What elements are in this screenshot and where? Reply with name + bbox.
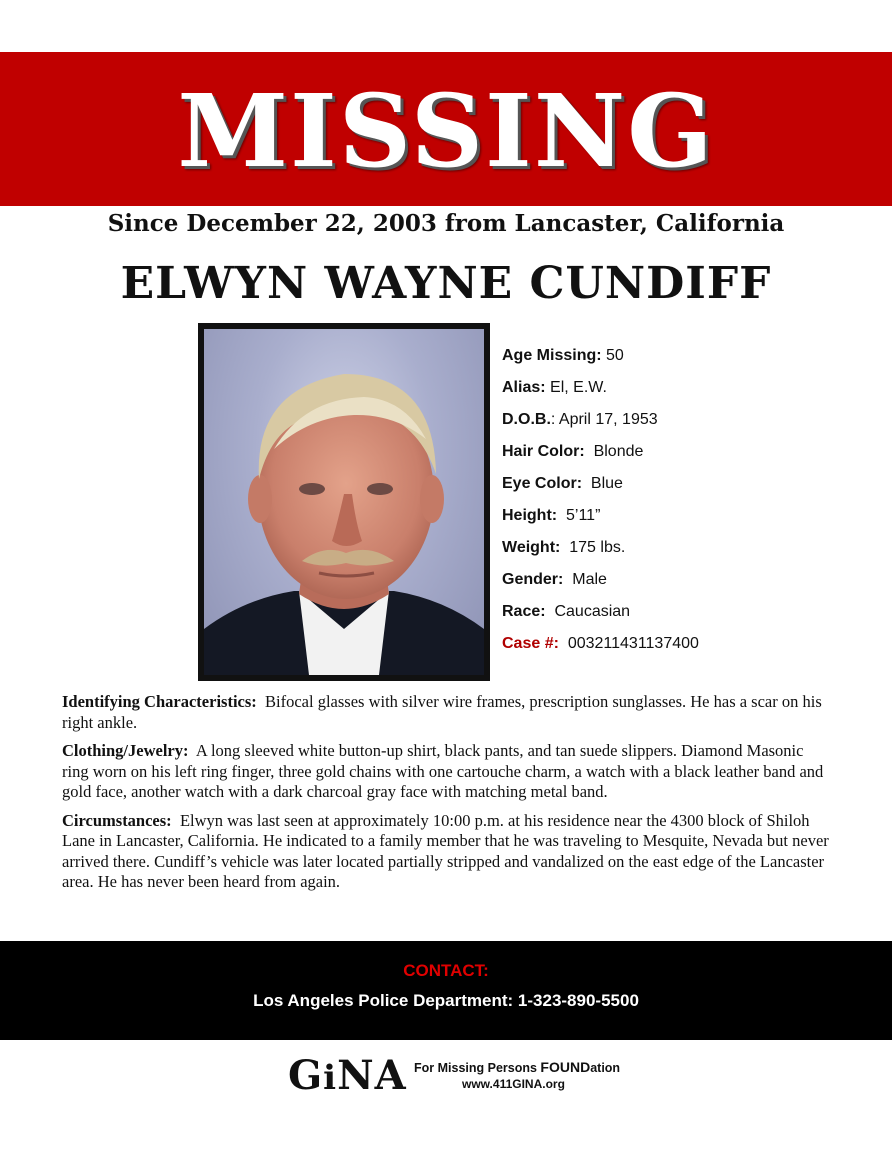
- fact-value: 175 lbs.: [569, 539, 626, 556]
- fact-label: Alias:: [502, 379, 546, 396]
- fact-label: Gender:: [502, 571, 564, 588]
- contact-box: [0, 941, 892, 1040]
- banner-title: MISSING: [177, 72, 715, 190]
- contact-phone-line: Los Angeles Police Department: 1-323-890-5500: [253, 991, 639, 1010]
- fact-value: Blonde: [593, 443, 644, 460]
- logo-letter-i: i: [323, 1058, 338, 1098]
- contact-title: CONTACT:: [403, 961, 489, 980]
- person-name: ELWYN WAYNE CUNDIFF: [120, 258, 772, 309]
- portrait-illustration: [204, 329, 484, 675]
- website-link[interactable]: www.411GINA.org: [462, 1077, 565, 1091]
- portrait-icon: [204, 329, 484, 675]
- foundation-suffix: ation: [590, 1061, 621, 1075]
- person-photo: [198, 323, 490, 681]
- description-paragraphs: [62, 692, 832, 901]
- fact-value: 003211431137400: [567, 635, 699, 652]
- fact-value: Blue: [590, 475, 623, 492]
- fact-label: Weight:: [502, 539, 561, 556]
- fact-weight: [502, 532, 872, 564]
- fact-label: Race:: [502, 603, 546, 620]
- identifying-characteristics: [62, 692, 832, 733]
- fact-value: Male: [572, 571, 607, 588]
- fact-hair-color: [502, 436, 872, 468]
- para-text: A long sleeved white button-up shirt, black pants, and tan suede slippers. Diamond Masonic ring worn on his left ring finger, three gold chains with one cartouche charm, a watch with a black leather band and gold face, another watch with a dark charcoal gray face with matching metal band.: [62, 741, 824, 801]
- para-text: Elwyn was last seen at approximately 10:00 p.m. at his residence near the 4300 block of Shiloh Lane in Lancaster, California. He indicated to a family member that he was traveling to Mesquite, Nevada but never arrived there. Cundiff’s vehicle was later located partially stripped and vandalized on the east edge of the Lancaster area. He has never been heard from again.: [62, 810, 829, 891]
- para-text: Bifocal glasses with silver wire frames, prescription sunglasses. He has a scar on his right ankle.: [62, 692, 822, 732]
- fact-value: Caucasian: [554, 603, 631, 620]
- clothing-jewelry: [62, 741, 832, 803]
- fact-value: El, E.W.: [550, 379, 607, 396]
- fact-label: Height:: [502, 507, 558, 524]
- fact-label: Age Missing:: [502, 347, 602, 364]
- fact-height: [502, 500, 872, 532]
- gina-logo: [288, 1052, 407, 1099]
- logo-letter-g: G: [288, 1052, 324, 1099]
- fact-label: Case #:: [502, 635, 559, 652]
- person-facts: [502, 340, 872, 660]
- fact-eye-color: [502, 468, 872, 500]
- footer-logo: [288, 1052, 688, 1102]
- fact-age-missing: [502, 340, 872, 372]
- fact-label: D.O.B.: [502, 411, 551, 428]
- fact-value: 50: [606, 347, 624, 364]
- fact-gender: [502, 564, 872, 596]
- fact-dob: [502, 404, 872, 436]
- foundation-bold: FOUND: [540, 1059, 591, 1075]
- para-label: Clothing/Jewelry:: [62, 741, 189, 760]
- para-label: Identifying Characteristics:: [62, 692, 257, 711]
- fact-case-number: [502, 628, 872, 660]
- fact-alias: [502, 372, 872, 404]
- fact-value: 5’11”: [566, 507, 601, 524]
- fact-label: Hair Color:: [502, 443, 585, 460]
- fact-race: [502, 596, 872, 628]
- circumstances: [62, 811, 832, 893]
- fact-value: : April 17, 1953: [550, 411, 658, 428]
- foundation-prefix: For Missing Persons: [414, 1061, 541, 1075]
- para-label: Circumstances:: [62, 810, 172, 830]
- missing-since-line: Since December 22, 2003 from Lancaster, California: [107, 210, 785, 237]
- foundation-text: [414, 1059, 620, 1075]
- logo-letters-na: NA: [337, 1052, 407, 1099]
- missing-banner: [0, 52, 892, 206]
- fact-label: Eye Color:: [502, 475, 583, 492]
